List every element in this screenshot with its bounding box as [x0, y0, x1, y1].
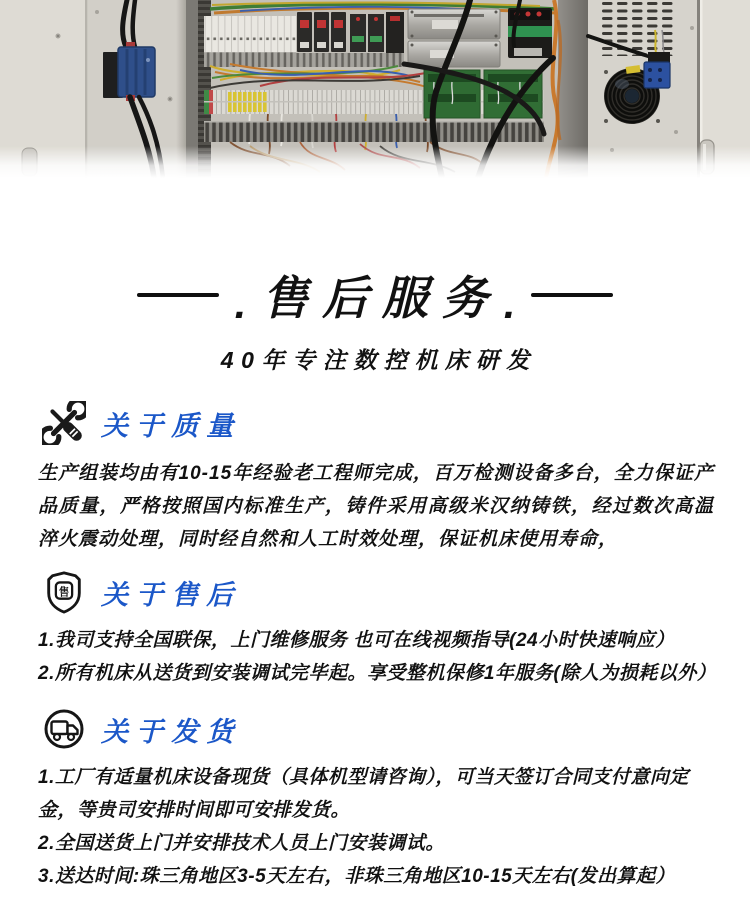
title-line-right — [531, 293, 613, 297]
quality-description: 生产组装均由有10-15年经验老工程师完成，百万检测设备多台，全力保证产品质量，严格按照国内标准生产，铸件采用高级米汉纳铸铁，经过数次高温淬火震动处理，同时经自然和人工时效处理，保证机床使用寿命， — [38, 463, 714, 550]
tools-icon — [42, 401, 86, 445]
page-header: . 售后服务 . — [0, 262, 750, 328]
section-shipping — [0, 707, 750, 893]
section-quality-title: 关于质量 — [101, 410, 242, 441]
section-quality-header — [42, 401, 750, 445]
section-aftersales-header — [42, 570, 750, 614]
service-item: 2.全国送货上门并安排技术人员上门安装调试。 — [38, 833, 445, 854]
title-line-left — [137, 293, 219, 297]
section-aftersales-title: 关于售后 — [101, 579, 242, 610]
service-item: 1.工厂有适量机床设备现货（具体机型请咨询），可当天签订合同支付意向定金，等贵司安排时间即可安排发货。 — [38, 767, 689, 821]
shipping-list — [38, 761, 720, 893]
service-item: 3.送达时间:珠三角地区3-5天左右，非珠三角地区10-15天左右(发出算起） — [38, 866, 676, 887]
section-aftersales — [0, 570, 750, 690]
svg-text:售: 售 — [58, 586, 70, 599]
section-shipping-header — [42, 707, 750, 751]
page-title: 售后服务 — [262, 272, 502, 324]
section-shipping-title: 关于发货 — [101, 716, 242, 747]
shield-icon — [42, 570, 86, 614]
section-quality — [0, 401, 750, 556]
control-cabinet-photo — [0, 0, 750, 178]
aftersales-list — [38, 624, 720, 690]
page-subtitle: 40年专注数控机床研发 — [220, 347, 537, 373]
truck-icon — [42, 707, 86, 751]
service-item: 2.所有机床从送货到安装调试完毕起。享受整机保修1年服务(除人为损耗以外） — [38, 663, 717, 684]
service-item: 1.我司支持全国联保，上门维修服务 也可在线视频指导(24小时快速响应） — [38, 630, 675, 651]
